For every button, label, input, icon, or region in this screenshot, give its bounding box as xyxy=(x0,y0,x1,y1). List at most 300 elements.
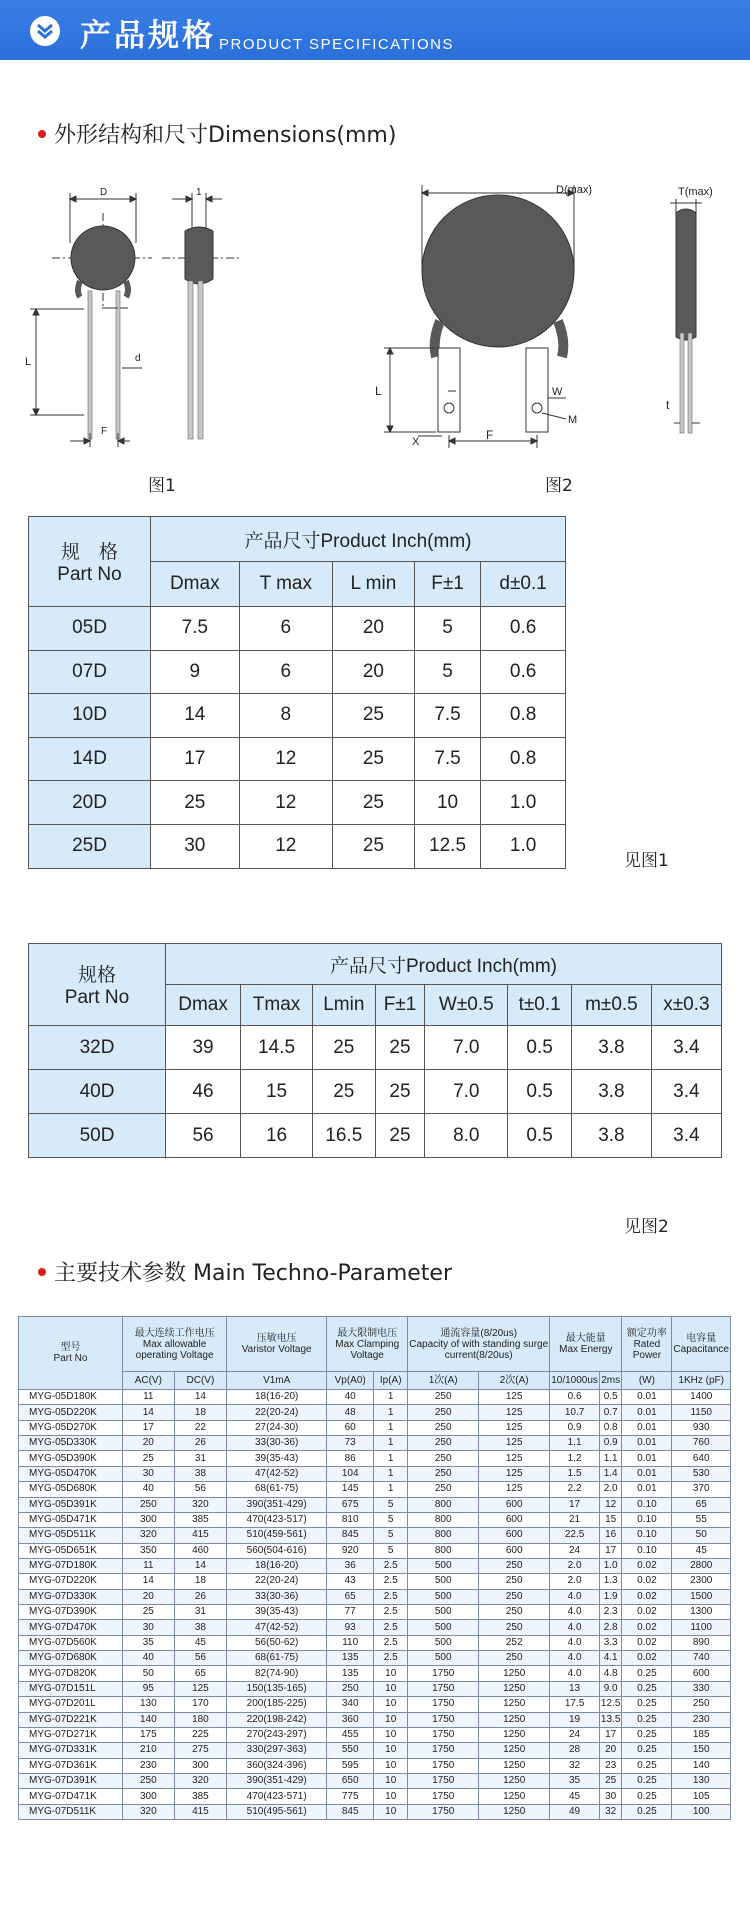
section-title-text: 外形结构和尺寸Dimensions(mm) xyxy=(54,123,397,148)
part-no-cell: MYG-07D390K xyxy=(19,1605,123,1620)
table-cell: 3.8 xyxy=(572,1070,652,1114)
table-cell: 2.5 xyxy=(374,1574,408,1589)
table-cell: 225 xyxy=(174,1727,227,1742)
part-no-cell: MYG-05D391K xyxy=(19,1497,123,1512)
table-cell: 2.5 xyxy=(374,1605,408,1620)
part-no-cell: MYG-05D390K xyxy=(19,1451,123,1466)
banner-title-cn: 产品规格 xyxy=(80,18,216,54)
part-no-cell: MYG-05D270K xyxy=(19,1420,123,1435)
part-no-cell: MYG-07D331K xyxy=(19,1743,123,1758)
table-cell: 25 xyxy=(599,1773,621,1788)
table-cell: 12.5 xyxy=(414,824,480,868)
t3-sub-header: 1KHz (pF) xyxy=(672,1372,731,1390)
table-cell: 6 xyxy=(239,650,332,694)
table-cell: 3.4 xyxy=(651,1114,721,1158)
t3-header-varistor xyxy=(227,1317,327,1372)
table-cell: 73 xyxy=(327,1436,374,1451)
table-cell: 385 xyxy=(174,1512,227,1527)
part-no-cell: MYG-07D820K xyxy=(19,1666,123,1681)
table-cell: 250 xyxy=(408,1420,479,1435)
table-cell: 17 xyxy=(599,1543,621,1558)
table-cell: 45 xyxy=(672,1543,731,1558)
table-cell: 12 xyxy=(239,824,332,868)
t3-surge-en: Capacity of with standing surge current(8/20us) xyxy=(409,1338,549,1361)
table-cell: 0.02 xyxy=(622,1635,672,1650)
table-cell: 300 xyxy=(123,1789,175,1804)
table-cell: 40 xyxy=(327,1390,374,1405)
table-cell: 2800 xyxy=(672,1558,731,1573)
table-cell: 270(243-297) xyxy=(227,1727,327,1742)
table-cell: 13 xyxy=(550,1681,600,1696)
table-cell: 65 xyxy=(174,1666,227,1681)
table-cell: 360 xyxy=(327,1712,374,1727)
table-cell: 30 xyxy=(123,1620,175,1635)
table-cell: 390(351-429) xyxy=(227,1773,327,1788)
t3-power-en: Rated Power xyxy=(632,1338,662,1361)
table-cell: 1750 xyxy=(408,1743,479,1758)
table-cell: 17 xyxy=(151,737,240,781)
table-cell: 775 xyxy=(327,1789,374,1804)
table-cell: 1250 xyxy=(479,1789,550,1804)
table-cell: 16 xyxy=(241,1114,313,1158)
table-cell: 0.01 xyxy=(622,1466,672,1481)
table-cell: 600 xyxy=(672,1666,731,1681)
figure-1-caption: 图1 xyxy=(148,476,176,496)
table-cell: 68(61-75) xyxy=(227,1651,327,1666)
table-cell: 25 xyxy=(313,1026,376,1070)
table-cell: 56 xyxy=(174,1482,227,1497)
table-cell: 65 xyxy=(327,1589,374,1604)
table-cell: 0.5 xyxy=(599,1390,621,1405)
table-cell: 125 xyxy=(479,1390,550,1405)
table-cell: 0.25 xyxy=(622,1697,672,1712)
table-cell: 1750 xyxy=(408,1727,479,1742)
table-cell: 125 xyxy=(479,1482,550,1497)
part-no-cell: MYG-07D201L xyxy=(19,1697,123,1712)
bullet-dot xyxy=(38,130,46,138)
table-cell: 1250 xyxy=(479,1758,550,1773)
table-row xyxy=(19,1528,731,1543)
table-cell: 38 xyxy=(174,1620,227,1635)
table-cell: 60 xyxy=(327,1420,374,1435)
table-cell: 82(74-90) xyxy=(227,1666,327,1681)
table-cell: 33(30-36) xyxy=(227,1589,327,1604)
fig2-label-X: X xyxy=(412,436,420,448)
part-no-cell: MYG-07D330K xyxy=(19,1589,123,1604)
t2-column-header: F±1 xyxy=(375,985,425,1026)
table-cell: 10.7 xyxy=(550,1405,600,1420)
table-cell: 200(185-225) xyxy=(227,1697,327,1712)
table-cell: 10 xyxy=(374,1743,408,1758)
t1-column-header: Dmax xyxy=(151,562,240,607)
table-cell: 12.5 xyxy=(599,1697,621,1712)
table-cell: 2.0 xyxy=(550,1558,600,1573)
table-cell: 36 xyxy=(327,1558,374,1573)
table-cell: 46 xyxy=(166,1070,241,1114)
table-cell: 1250 xyxy=(479,1712,550,1727)
t2-column-header: W±0.5 xyxy=(425,985,508,1026)
table-cell: 1.0 xyxy=(599,1558,621,1573)
table-cell: 800 xyxy=(408,1512,479,1527)
table-cell: 22(20-24) xyxy=(227,1574,327,1589)
table-cell: 23 xyxy=(599,1758,621,1773)
table-cell: 10 xyxy=(374,1712,408,1727)
table-cell: 150 xyxy=(672,1743,731,1758)
table-cell: 7.5 xyxy=(151,607,240,651)
table-cell: 0.5 xyxy=(508,1026,572,1070)
table-cell: 600 xyxy=(479,1528,550,1543)
table-cell: 510(495-561) xyxy=(227,1804,327,1819)
table-cell: 330 xyxy=(672,1681,731,1696)
table-cell: 17 xyxy=(599,1727,621,1742)
table-row xyxy=(29,1114,722,1158)
table-cell: 320 xyxy=(174,1497,227,1512)
table-cell: 1.1 xyxy=(550,1436,600,1451)
table-cell: 0.6 xyxy=(550,1390,600,1405)
techno-parameter-table xyxy=(18,1316,731,1820)
table-cell: 0.01 xyxy=(622,1451,672,1466)
table-cell: 2.2 xyxy=(550,1482,600,1497)
table-cell: 7.5 xyxy=(414,694,480,738)
table-cell: 55 xyxy=(672,1512,731,1527)
table-cell: 0.9 xyxy=(599,1436,621,1451)
table-cell: 350 xyxy=(123,1543,175,1558)
table-row xyxy=(29,607,566,651)
figure-2-drawing xyxy=(370,183,720,448)
table-cell: 1.5 xyxy=(550,1466,600,1481)
table-cell: 31 xyxy=(174,1605,227,1620)
table-cell: 86 xyxy=(327,1451,374,1466)
table-cell: 10 xyxy=(374,1804,408,1819)
table-cell: 530 xyxy=(672,1466,731,1481)
table-cell: 460 xyxy=(174,1543,227,1558)
table-cell: 22 xyxy=(174,1420,227,1435)
part-no-cell: 50D xyxy=(29,1114,166,1158)
table-cell: 20 xyxy=(599,1743,621,1758)
table-cell: 7.0 xyxy=(425,1070,508,1114)
table-cell: 30 xyxy=(151,824,240,868)
table-cell: 0.9 xyxy=(550,1420,600,1435)
t3-cap-en: Capacitance xyxy=(673,1344,729,1355)
table-cell: 1750 xyxy=(408,1697,479,1712)
chevron-down-icon xyxy=(30,16,60,46)
table-cell: 65 xyxy=(672,1497,731,1512)
table-cell: 40 xyxy=(123,1651,175,1666)
table-cell: 25 xyxy=(313,1070,376,1114)
table-cell: 180 xyxy=(174,1712,227,1727)
table-cell: 24 xyxy=(550,1543,600,1558)
t3-sub-header: (W) xyxy=(622,1372,672,1390)
table-cell: 250 xyxy=(408,1466,479,1481)
table-cell: 1.3 xyxy=(599,1574,621,1589)
table-cell: 1250 xyxy=(479,1804,550,1819)
table-cell: 2.0 xyxy=(550,1574,600,1589)
table-cell: 360(324-396) xyxy=(227,1758,327,1773)
table-cell: 740 xyxy=(672,1651,731,1666)
table-cell: 1.2 xyxy=(550,1451,600,1466)
table-cell: 0.25 xyxy=(622,1743,672,1758)
table-cell: 4.0 xyxy=(550,1605,600,1620)
part-no-cell: MYG-07D180K xyxy=(19,1558,123,1573)
table-cell: 35 xyxy=(550,1773,600,1788)
fig2-label-W: W xyxy=(552,386,563,398)
table-cell: 3.8 xyxy=(572,1026,652,1070)
table-cell: 48 xyxy=(327,1405,374,1420)
table-cell: 16.5 xyxy=(313,1114,376,1158)
table-cell: 33(30-36) xyxy=(227,1436,327,1451)
table-cell: 250 xyxy=(479,1651,550,1666)
table-cell: 104 xyxy=(327,1466,374,1481)
table-cell: 370 xyxy=(672,1482,731,1497)
fig1-label-D: D xyxy=(100,187,108,198)
table-row xyxy=(19,1712,731,1727)
table-cell: 26 xyxy=(174,1589,227,1604)
t2-column-header: m±0.5 xyxy=(572,985,652,1026)
table-cell: 8 xyxy=(239,694,332,738)
fig1-label-F: F xyxy=(101,426,108,437)
table-row xyxy=(29,1070,722,1114)
section-techno-title xyxy=(38,1256,452,1287)
fig2-label-F: F xyxy=(486,428,494,442)
table-cell: 1.1 xyxy=(599,1451,621,1466)
table-cell: 125 xyxy=(479,1405,550,1420)
table-row xyxy=(19,1743,731,1758)
part-no-cell: 10D xyxy=(29,694,151,738)
figure-2-caption: 图2 xyxy=(545,476,573,496)
table-cell: 135 xyxy=(327,1651,374,1666)
table-cell: 0.10 xyxy=(622,1497,672,1512)
table-cell: 25 xyxy=(375,1114,425,1158)
table-cell: 1100 xyxy=(672,1620,731,1635)
table-cell: 1 xyxy=(374,1451,408,1466)
table-row xyxy=(19,1405,731,1420)
table-cell: 56 xyxy=(166,1114,241,1158)
table-cell: 2.5 xyxy=(374,1635,408,1650)
table-cell: 14 xyxy=(123,1574,175,1589)
table-cell: 14 xyxy=(174,1390,227,1405)
t1-header-part xyxy=(29,517,151,607)
table-cell: 47(42-52) xyxy=(227,1620,327,1635)
table-cell: 3.3 xyxy=(599,1635,621,1650)
table-cell: 2.5 xyxy=(374,1620,408,1635)
table-cell: 1150 xyxy=(672,1405,731,1420)
table-cell: 1 xyxy=(374,1405,408,1420)
table-cell: 500 xyxy=(408,1558,479,1573)
table-cell: 1250 xyxy=(479,1743,550,1758)
t3-header-energy xyxy=(550,1317,622,1372)
table-cell: 3.8 xyxy=(572,1114,652,1158)
t1-column-header: T max xyxy=(239,562,332,607)
table-cell: 845 xyxy=(327,1804,374,1819)
table-cell: 45 xyxy=(174,1635,227,1650)
part-no-cell: MYG-07D511K xyxy=(19,1804,123,1819)
table-cell: 125 xyxy=(479,1436,550,1451)
part-no-cell: 14D xyxy=(29,737,151,781)
table-cell: 25 xyxy=(123,1451,175,1466)
table-row xyxy=(19,1420,731,1435)
table-cell: 340 xyxy=(327,1697,374,1712)
table-row xyxy=(19,1635,731,1650)
table-cell: 5 xyxy=(374,1497,408,1512)
table-cell: 1750 xyxy=(408,1804,479,1819)
banner-title-en: PRODUCT SPECIFICATIONS xyxy=(219,36,454,53)
table-row xyxy=(29,824,566,868)
t2-spec-cn: 规格 xyxy=(77,965,116,986)
section-title-text: 主要技术参数 Main Techno-Parameter xyxy=(54,1261,452,1286)
table-cell: 760 xyxy=(672,1436,731,1451)
fig2-label-Dmax: D(max) xyxy=(556,184,593,196)
table-cell: 920 xyxy=(327,1543,374,1558)
part-no-cell: 32D xyxy=(29,1026,166,1070)
table-cell: 250 xyxy=(327,1681,374,1696)
table-cell: 0.01 xyxy=(622,1436,672,1451)
table-cell: 68(61-75) xyxy=(227,1482,327,1497)
t3-cap-cn: 电容量 xyxy=(686,1333,717,1344)
table-cell: 185 xyxy=(672,1727,731,1742)
part-no-cell: MYG-07D151L xyxy=(19,1681,123,1696)
table-cell: 250 xyxy=(408,1482,479,1497)
part-no-cell: MYG-05D330K xyxy=(19,1436,123,1451)
table-cell: 47(42-52) xyxy=(227,1466,327,1481)
table-cell: 0.01 xyxy=(622,1482,672,1497)
t3-clamp-en: Max Clamping Voltage xyxy=(335,1338,400,1361)
t2-spec-en: Part No xyxy=(64,987,130,1008)
table-cell: 500 xyxy=(408,1651,479,1666)
t1-spec-en: Part No xyxy=(57,564,122,585)
table-cell: 500 xyxy=(408,1589,479,1604)
table-cell: 22(20-24) xyxy=(227,1405,327,1420)
table-cell: 470(423-571) xyxy=(227,1789,327,1804)
table-cell: 5 xyxy=(414,607,480,651)
table-cell: 140 xyxy=(123,1712,175,1727)
table-cell: 17 xyxy=(123,1420,175,1435)
t3-sub-header: AC(V) xyxy=(123,1372,175,1390)
table-cell: 800 xyxy=(408,1528,479,1543)
part-no-cell: MYG-07D220K xyxy=(19,1574,123,1589)
table-cell: 595 xyxy=(327,1758,374,1773)
table-cell: 31 xyxy=(174,1451,227,1466)
table-cell: 18(16-20) xyxy=(227,1558,327,1573)
t3-sub-header: 10/1000us xyxy=(550,1372,600,1390)
table-cell: 30 xyxy=(123,1466,175,1481)
table-cell: 390(351-429) xyxy=(227,1497,327,1512)
t3-surge-cn: 通流容量(8/20us) xyxy=(440,1327,518,1339)
table-row xyxy=(19,1758,731,1773)
table-cell: 800 xyxy=(408,1543,479,1558)
table-cell: 25 xyxy=(375,1026,425,1070)
table-row xyxy=(19,1589,731,1604)
fig2-label-M: M xyxy=(568,414,578,426)
table-cell: 0.02 xyxy=(622,1651,672,1666)
t3-sub-headers xyxy=(19,1372,731,1390)
table-cell: 10 xyxy=(374,1727,408,1742)
t2-column-header: t±0.1 xyxy=(508,985,572,1026)
table-row xyxy=(19,1436,731,1451)
table-cell: 18(16-20) xyxy=(227,1390,327,1405)
figure-1-drawing xyxy=(22,183,282,448)
table-row xyxy=(19,1543,731,1558)
t2-column-header: x±0.3 xyxy=(651,985,721,1026)
table-cell: 39 xyxy=(166,1026,241,1070)
table-cell: 0.25 xyxy=(622,1727,672,1742)
fig1-label-L: L xyxy=(25,356,32,368)
table-cell: 0.25 xyxy=(622,1773,672,1788)
t3-header-max-voltage xyxy=(123,1317,227,1372)
table-cell: 40 xyxy=(123,1482,175,1497)
table-cell: 17 xyxy=(550,1497,600,1512)
table-cell: 320 xyxy=(123,1528,175,1543)
table-cell: 0.6 xyxy=(481,607,566,651)
t3-energy-en: Max Energy xyxy=(559,1344,613,1355)
part-no-cell: MYG-07D680K xyxy=(19,1651,123,1666)
table-cell: 5 xyxy=(374,1543,408,1558)
table-cell: 510(459-561) xyxy=(227,1528,327,1543)
table-cell: 550 xyxy=(327,1743,374,1758)
t3-max-cn: 最大连续工作电压 xyxy=(134,1327,215,1339)
table-row xyxy=(19,1773,731,1788)
table-cell: 13.5 xyxy=(599,1712,621,1727)
table-cell: 0.7 xyxy=(599,1405,621,1420)
t3-var-en: Varistor Voltage xyxy=(241,1344,312,1355)
t3-sub-header: 1次(A) xyxy=(408,1372,479,1390)
part-no-cell: MYG-05D680K xyxy=(19,1482,123,1497)
table-cell: 95 xyxy=(123,1681,175,1696)
table-cell: 250 xyxy=(479,1620,550,1635)
table-cell: 10 xyxy=(374,1697,408,1712)
t1-column-header: L min xyxy=(333,562,415,607)
t3-header-capacitance xyxy=(672,1317,731,1372)
table-row xyxy=(19,1574,731,1589)
table-cell: 455 xyxy=(327,1727,374,1742)
table-cell: 25 xyxy=(123,1605,175,1620)
table-cell: 4.0 xyxy=(550,1620,600,1635)
table-cell: 32 xyxy=(599,1804,621,1819)
table-cell: 18 xyxy=(174,1574,227,1589)
table-cell: 320 xyxy=(174,1773,227,1788)
table-row xyxy=(19,1727,731,1742)
table-cell: 22.5 xyxy=(550,1528,600,1543)
table-cell: 800 xyxy=(408,1497,479,1512)
table-cell: 10 xyxy=(374,1681,408,1696)
table-cell: 250 xyxy=(408,1405,479,1420)
table-cell: 3.4 xyxy=(651,1070,721,1114)
table-row xyxy=(19,1666,731,1681)
part-no-cell: MYG-05D651K xyxy=(19,1543,123,1558)
table-cell: 250 xyxy=(479,1574,550,1589)
table-cell: 250 xyxy=(408,1451,479,1466)
table-cell: 0.25 xyxy=(622,1789,672,1804)
table-cell: 0.02 xyxy=(622,1605,672,1620)
t2-column-header: Dmax xyxy=(166,985,241,1026)
table-cell: 0.01 xyxy=(622,1405,672,1420)
table-cell: 0.01 xyxy=(622,1420,672,1435)
table-cell: 415 xyxy=(174,1528,227,1543)
table-cell: 105 xyxy=(672,1789,731,1804)
t3-header-part xyxy=(19,1317,123,1390)
table-cell: 15 xyxy=(241,1070,313,1114)
table-cell: 25 xyxy=(333,737,415,781)
table-cell: 600 xyxy=(479,1543,550,1558)
table-cell: 1750 xyxy=(408,1712,479,1727)
table-cell: 0.10 xyxy=(622,1512,672,1527)
table-cell: 140 xyxy=(672,1758,731,1773)
t3-sub-header: DC(V) xyxy=(174,1372,227,1390)
table-cell: 300 xyxy=(174,1758,227,1773)
table-cell: 135 xyxy=(327,1666,374,1681)
table-row xyxy=(29,781,566,825)
t1-see-figure: 见图1 xyxy=(624,851,669,871)
table-cell: 4.0 xyxy=(550,1635,600,1650)
